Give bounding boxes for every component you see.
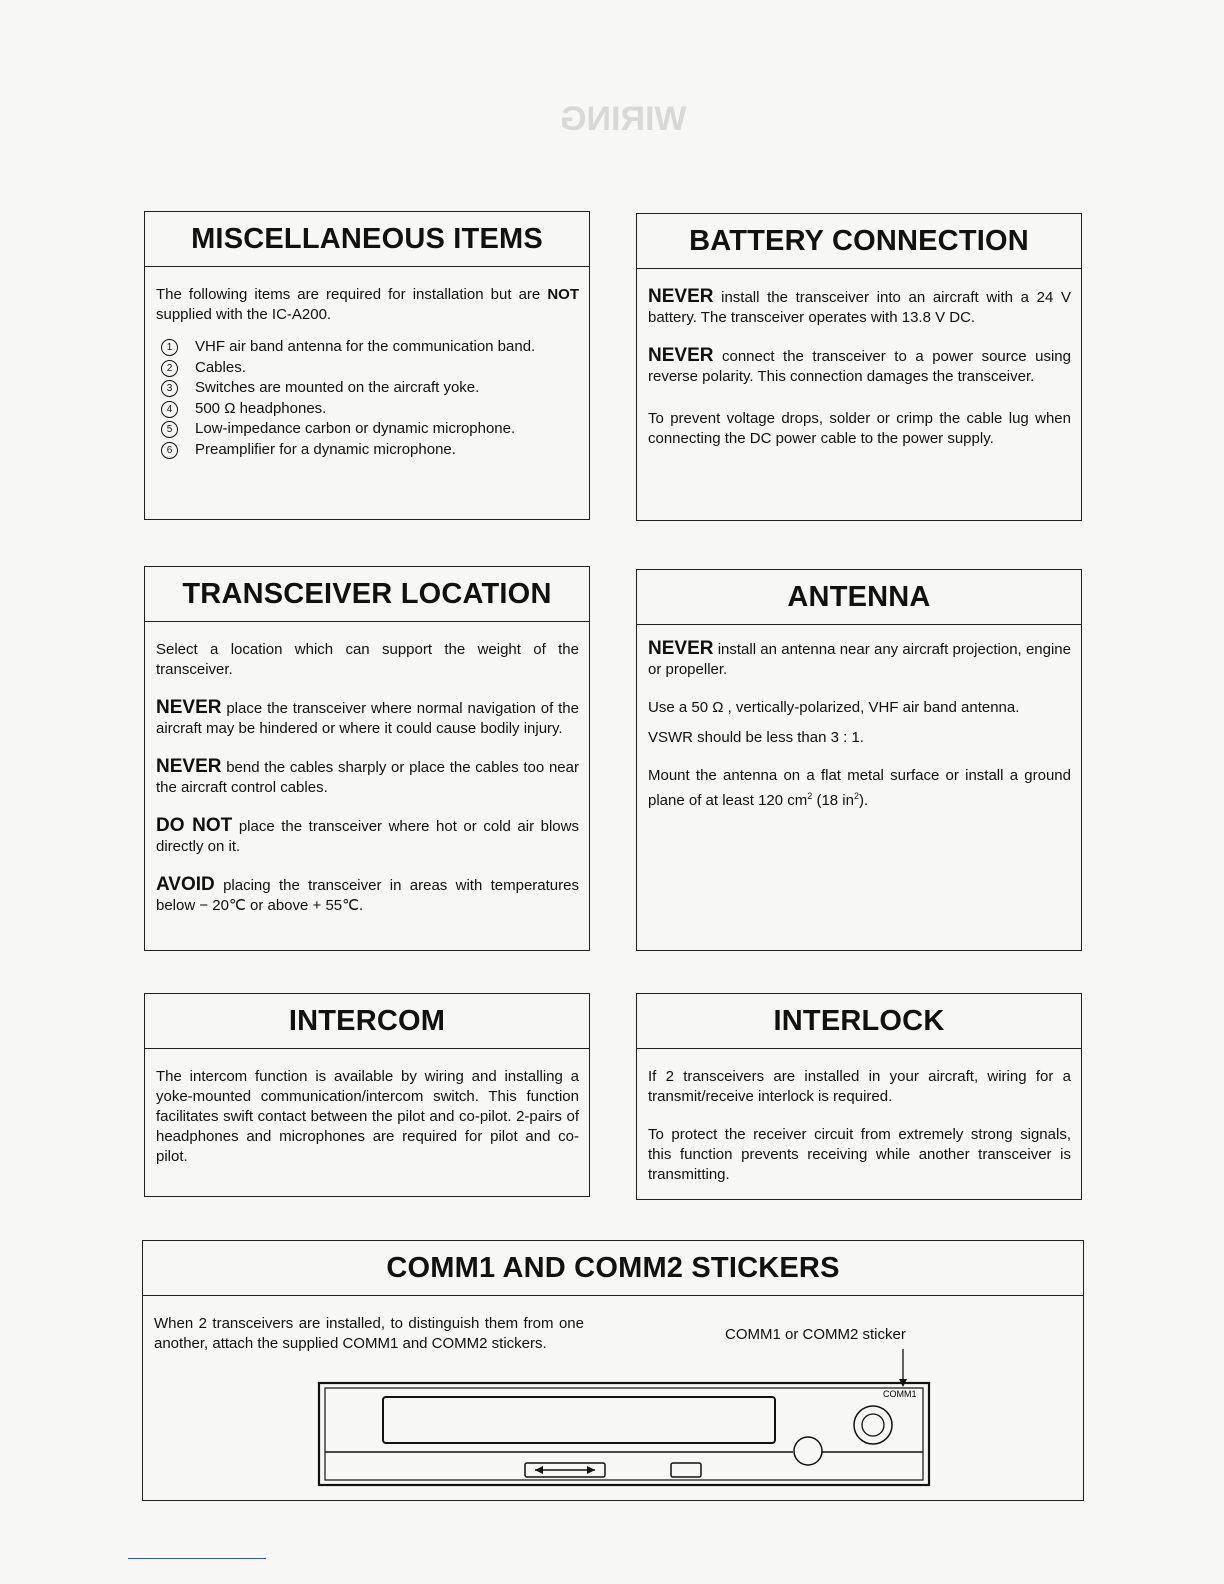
battery-connection-body [637, 269, 1081, 449]
intercom-body [145, 1049, 589, 1167]
arrow-right-icon [587, 1466, 595, 1474]
antenna-text: install an antenna near any aircraft projection, engine or propeller. [648, 641, 1071, 678]
misc-intro-post: supplied with the IC-A200. [156, 306, 332, 323]
transceiver-location-box [144, 566, 590, 951]
comm1-sticker-label: COMM1 [883, 1389, 917, 1399]
list-item-text: Low-impedance carbon or dynamic microphone. [195, 420, 516, 437]
list-item [156, 378, 579, 399]
antenna-text: ). [859, 792, 869, 809]
location-paragraph: Select a location which can support the weight of the transceiver. [156, 641, 579, 678]
battery-paragraph: To prevent voltage drops, solder or crimp the cable lug when connecting the DC power cable to the power supply. [648, 410, 1071, 447]
battery-paragraph [648, 346, 1071, 387]
interlock-paragraph: To protect the receiver circuit from extremely strong signals, this function prevents receiving while another transceiver is transmitting. [648, 1126, 1071, 1183]
warning-keyword: AVOID [156, 874, 215, 895]
misc-items-body [145, 267, 589, 460]
location-paragraph [156, 757, 579, 798]
location-text: placing the transceiver in areas with temperatures below − 20℃ or above + 55℃. [156, 877, 579, 914]
antenna-paragraph: VSWR should be less than 3 : 1. [648, 729, 864, 746]
list-item-text: Switches are mounted on the aircraft yoke. [195, 379, 480, 396]
circled-number: 2 [161, 360, 178, 377]
battery-text: connect the transceiver to a power source using reverse polarity. This connection damages the transceiver. [648, 348, 1071, 385]
list-item-text: 500 Ω headphones. [195, 399, 327, 417]
location-paragraph [156, 875, 579, 916]
warning-keyword: NEVER [648, 345, 714, 366]
list-item [156, 358, 579, 379]
warning-keyword: NEVER [648, 286, 714, 307]
warning-keyword: NEVER [156, 697, 222, 718]
misc-items-title: MISCELLANEOUS ITEMS [145, 212, 589, 267]
antenna-title: ANTENNA [637, 570, 1081, 625]
misc-items-box [144, 211, 590, 520]
interlock-title: INTERLOCK [637, 994, 1081, 1049]
stickers-box [142, 1240, 1084, 1501]
list-item [156, 419, 579, 440]
antenna-paragraph [648, 639, 1071, 680]
list-item [156, 440, 579, 461]
stickers-title: COMM1 AND COMM2 STICKERS [143, 1241, 1083, 1296]
main-knob-inner [862, 1414, 884, 1436]
circled-number: 6 [161, 442, 178, 459]
circled-number: 3 [161, 380, 178, 397]
circled-number: 5 [161, 421, 178, 438]
location-text: place the transceiver where normal navigation of the aircraft may be hindered or where it could cause bodily injury. [156, 700, 579, 737]
transceiver-bezel [325, 1388, 923, 1480]
list-item-text: Cables. [195, 358, 246, 376]
location-text: place the transceiver where hot or cold air blows directly on it. [156, 818, 579, 855]
superscript: 2 [807, 791, 813, 801]
circled-number: 4 [161, 401, 178, 418]
antenna-paragraph [648, 766, 1071, 811]
misc-intro [156, 285, 579, 325]
transceiver-front-panel-diagram [313, 1341, 917, 1491]
arrow-left-icon [535, 1466, 543, 1474]
transceiver-location-title: TRANSCEIVER LOCATION [145, 567, 589, 622]
misc-item-list [156, 337, 579, 460]
antenna-text: Mount the antenna on a flat metal surface or install a ground plane of at least 120 cm [648, 767, 1071, 809]
superscript: 2 [853, 791, 859, 801]
list-item-text: VHF air band antenna for the communication band. [195, 338, 536, 355]
warning-keyword: DO NOT [156, 815, 233, 836]
location-paragraph [156, 698, 579, 739]
misc-intro-text: The following items are required for installation but are [156, 286, 548, 303]
battery-paragraph [648, 287, 1071, 328]
transceiver-chassis [319, 1383, 929, 1485]
battery-connection-box [636, 213, 1082, 521]
warning-keyword: NEVER [156, 756, 222, 777]
main-knob [854, 1406, 892, 1444]
intercom-box [144, 993, 590, 1197]
circled-number: 1 [161, 339, 178, 356]
location-text: bend the cables sharply or place the cables too near the aircraft control cables. [156, 759, 579, 796]
antenna-text: (18 in [812, 792, 854, 809]
list-item [156, 337, 579, 358]
interlock-body [637, 1049, 1081, 1185]
small-button [671, 1463, 701, 1477]
list-item [156, 399, 579, 420]
page-mark-line [128, 1558, 266, 1559]
antenna-box [636, 569, 1082, 951]
intercom-title: INTERCOM [145, 994, 589, 1049]
warning-keyword: NEVER [648, 638, 714, 659]
list-item-text: Preamplifier for a dynamic microphone. [195, 440, 456, 458]
battery-text: install the transceiver into an aircraft with a 24 V battery. The transceiver operates with 13.8 V DC. [648, 289, 1071, 326]
sticker-callout: COMM1 or COMM2 sticker [725, 1326, 906, 1343]
stickers-paragraph: When 2 transceivers are installed, to distinguish them from one another, attach the supplied COMM1 and COMM2 stickers. [154, 1315, 584, 1352]
antenna-paragraph: Use a 50 Ω , vertically-polarized, VHF air band antenna. [648, 699, 1020, 716]
intercom-paragraph: The intercom function is available by wiring and installing a yoke-mounted communication/intercom switch. This function facilitates swift contact between the pilot and co-pilot. 2-pairs of headphones and microphones are required for pilot and co-pilot. [156, 1068, 579, 1165]
interlock-paragraph: If 2 transceivers are installed in your aircraft, wiring for a transmit/receive interlock is required. [648, 1068, 1071, 1105]
display-window [383, 1397, 775, 1443]
antenna-body [637, 625, 1081, 811]
misc-intro-not: NOT [547, 286, 579, 303]
transceiver-location-body [145, 622, 589, 916]
small-knob [794, 1437, 822, 1465]
location-paragraph [156, 816, 579, 857]
interlock-box [636, 993, 1082, 1200]
battery-connection-title: BATTERY CONNECTION [637, 214, 1081, 269]
bleed-through-text: WIRING [560, 100, 687, 138]
